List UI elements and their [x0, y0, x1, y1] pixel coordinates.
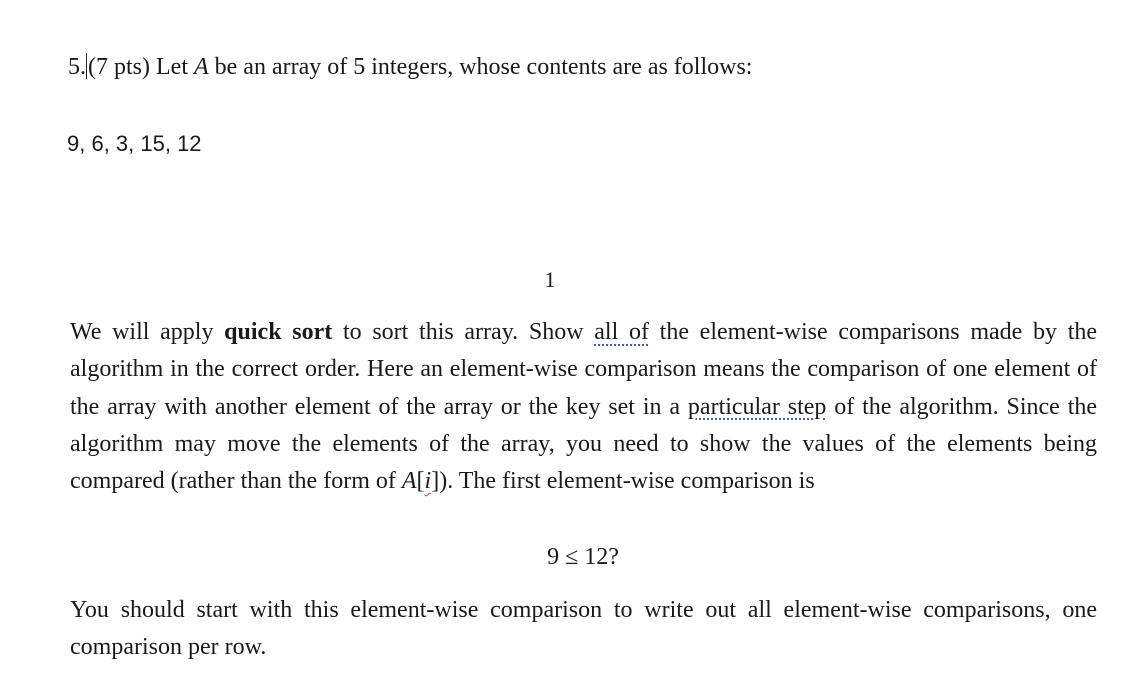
question-number: 5.: [68, 54, 86, 80]
closing-paragraph: You should start with this element-wise comparison to write out all element-wise comparisons, one comparison per row.: [70, 597, 1097, 661]
para-text-4: of the algorithm. Since the algorithm may move the elements of the array, you need to show the values of the elements being compared (rather than the form of: [70, 393, 1098, 495]
question-points: (7 pts): [88, 54, 150, 80]
bracket-open: [: [416, 468, 425, 495]
array-variable: A: [193, 54, 209, 80]
array-values: 9, 6, 3, 15, 12: [67, 131, 202, 156]
question-header: [68, 52, 752, 82]
text-cursor: [86, 53, 87, 79]
para-text-5: ]). The first element-wise comparison is: [431, 468, 815, 495]
particular-step-underlined: particular step: [687, 393, 827, 420]
para-text-1: We will apply: [70, 319, 214, 345]
para-text-2: to sort this array. Show: [342, 319, 584, 345]
quick-sort-bold: quick sort: [224, 319, 333, 345]
page-number: 1: [544, 267, 556, 292]
first-comparison: 9 ≤ 12?: [547, 544, 619, 570]
all-of-underlined: all of: [594, 319, 649, 345]
question-text: be an array of 5 integers, whose contents are as follows:: [214, 54, 753, 80]
instructions-paragraph: [70, 314, 1097, 500]
array-variable-a: A: [401, 468, 417, 495]
para-text-3: the element-wise comparisons made by the algorithm in the correct order. Here an element-wise comparison means the comparison of one element of the array with another element of the array or the key set in a: [70, 319, 1098, 420]
question-text-let: Let: [156, 54, 188, 80]
index-variable-i: i: [424, 468, 432, 495]
